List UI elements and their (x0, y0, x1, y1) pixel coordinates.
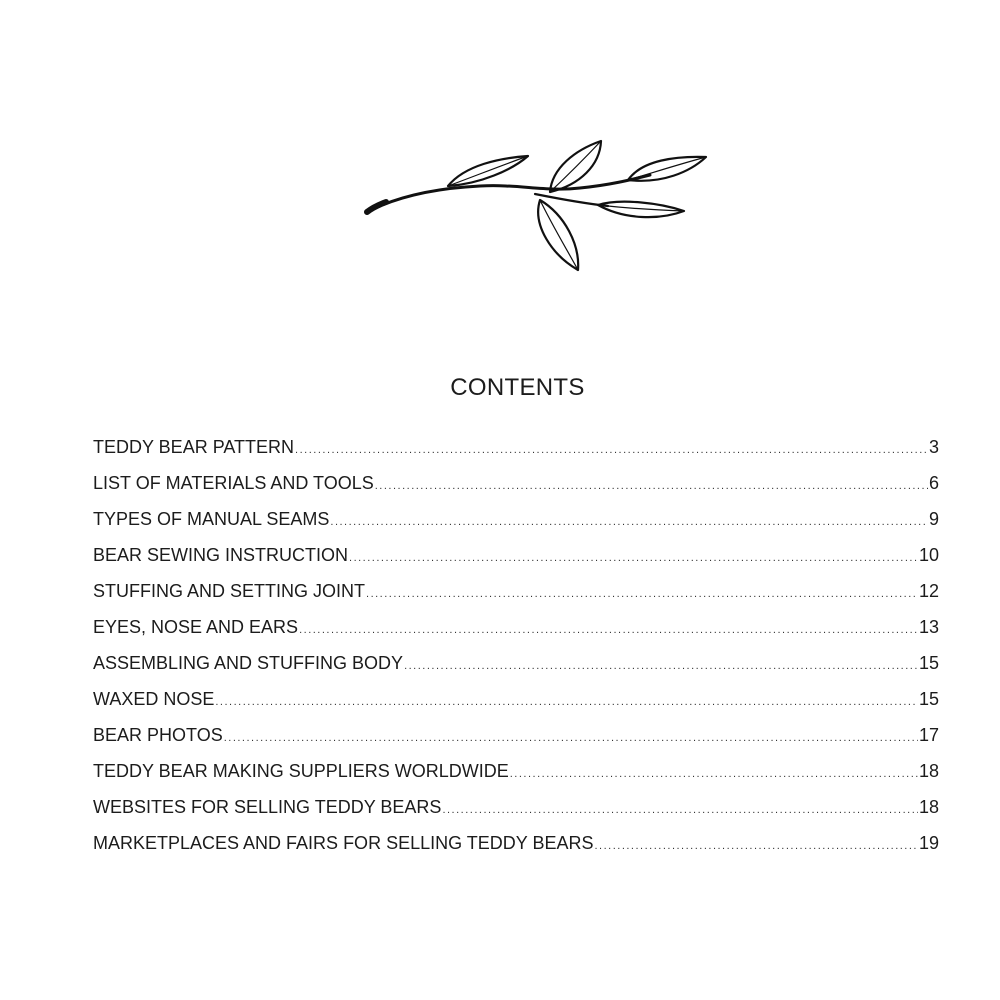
dot-leader (299, 618, 918, 642)
toc-entry[interactable] (93, 615, 939, 651)
toc-entry[interactable] (93, 471, 939, 507)
dot-leader (594, 834, 917, 858)
dot-leader (330, 510, 928, 534)
toc-entry-title: WAXED NOSE (93, 689, 215, 709)
toc-entry-title: TEDDY BEAR PATTERN (93, 437, 295, 457)
toc-page-number: 15 (918, 653, 939, 673)
toc-page-number: 6 (928, 473, 939, 493)
page-title: CONTENTS (450, 374, 585, 401)
toc-entry-title: BEAR PHOTOS (93, 725, 223, 745)
leaf-branch-icon (355, 130, 715, 280)
dot-leader (404, 654, 918, 678)
dot-leader (510, 762, 918, 786)
toc-page-number: 13 (918, 617, 939, 637)
toc-entry[interactable] (93, 687, 939, 723)
toc-entry-title: WEBSITES FOR SELLING TEDDY BEARS (93, 797, 442, 817)
toc-entry[interactable] (93, 795, 939, 831)
toc-entry[interactable] (93, 543, 939, 579)
toc-page-number: 18 (918, 797, 939, 817)
toc-entry-title: BEAR SEWING INSTRUCTION (93, 545, 349, 565)
toc-entry[interactable] (93, 435, 939, 471)
toc-page-number: 17 (918, 725, 939, 745)
toc-entry[interactable] (93, 651, 939, 687)
toc-entry-title: STUFFING AND SETTING JOINT (93, 581, 366, 601)
dot-leader (375, 474, 928, 498)
toc-page-number: 12 (918, 581, 939, 601)
dot-leader (224, 726, 918, 750)
toc-page-number: 19 (918, 833, 939, 853)
dot-leader (295, 438, 928, 462)
toc-page-number: 9 (928, 509, 939, 529)
toc-entry[interactable] (93, 831, 939, 867)
toc-page-number: 15 (918, 689, 939, 709)
dot-leader (442, 798, 918, 822)
toc-page-number: 18 (918, 761, 939, 781)
toc-entry-title: ASSEMBLING AND STUFFING BODY (93, 653, 404, 673)
table-of-contents (93, 435, 939, 867)
dot-leader (215, 690, 918, 714)
toc-entry-title: TEDDY BEAR MAKING SUPPLIERS WORLDWIDE (93, 761, 509, 781)
toc-page-number: 3 (928, 437, 939, 457)
toc-entry[interactable] (93, 723, 939, 759)
toc-entry-title: LIST OF MATERIALS AND TOOLS (93, 473, 374, 493)
toc-entry-title: TYPES OF MANUAL SEAMS (93, 509, 330, 529)
dot-leader (366, 582, 918, 606)
dot-leader (349, 546, 918, 570)
toc-page-number: 10 (918, 545, 939, 565)
toc-entry[interactable] (93, 579, 939, 615)
toc-entry[interactable] (93, 507, 939, 543)
toc-entry[interactable] (93, 759, 939, 795)
toc-entry-title: EYES, NOSE AND EARS (93, 617, 299, 637)
toc-entry-title: MARKETPLACES AND FAIRS FOR SELLING TEDDY BEARS (93, 833, 594, 853)
